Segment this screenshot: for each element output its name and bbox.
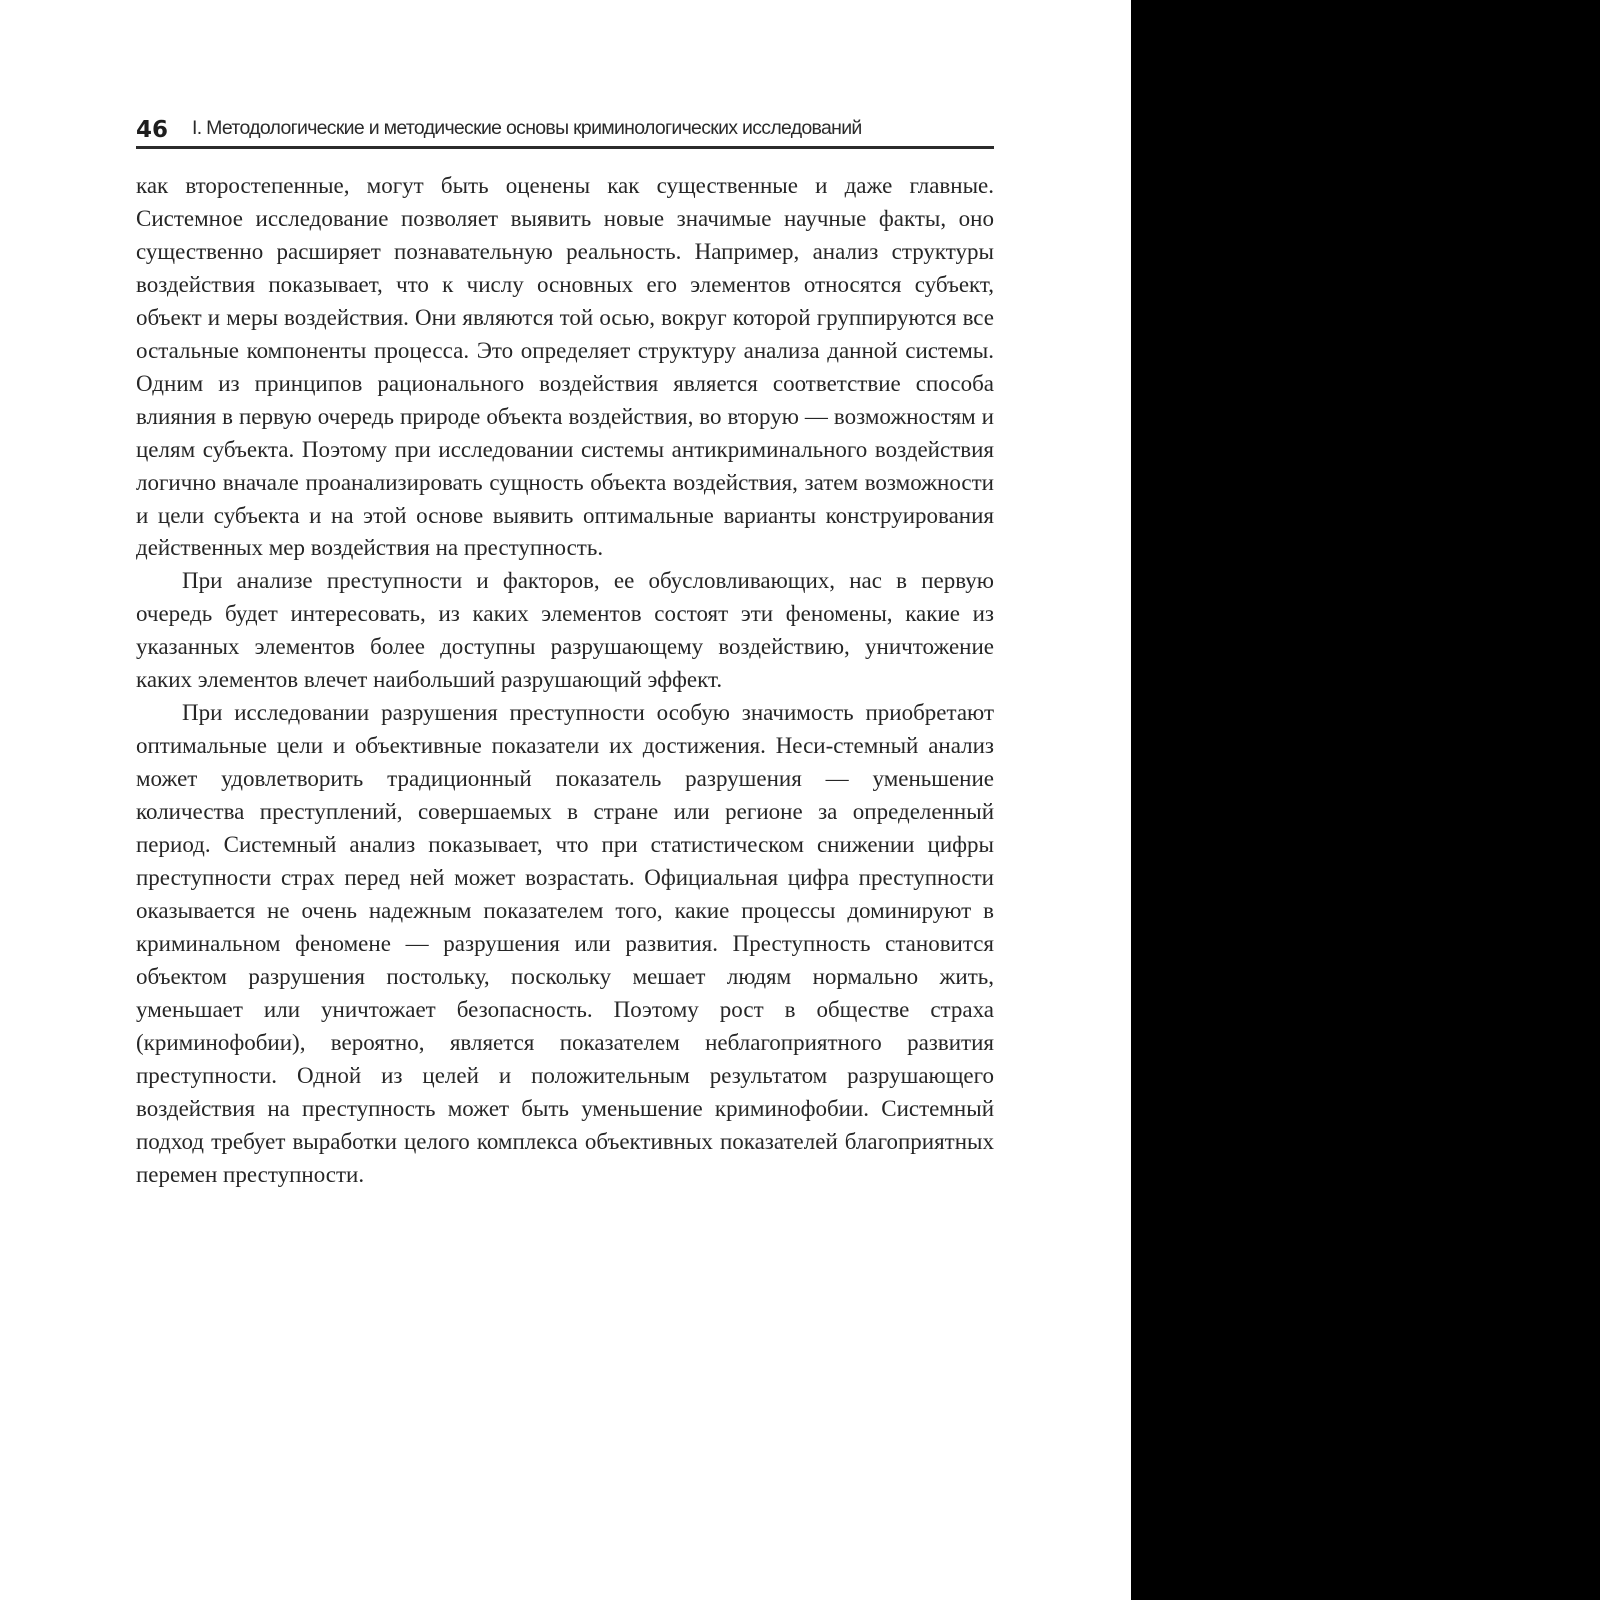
running-title: I. Методологические и методические основы криминологических исследований [192, 117, 862, 139]
paragraph: При исследовании разрушения преступности особую значимость приобретают оптимальные цели и объективные показатели их достижения. Неси-стемный анализ может удовлетворить традиционный показатель разрушения — уменьшение количества преступлений, совершаемых в стране или регионе за определенный период. Системный анализ показывает, что при статистическом снижении цифры преступности страх перед ней может возрастать. Официальная цифра преступности оказывается не очень надежным показателем того, какие процессы доминируют в криминальном феномене — разрушения или развития. Преступность становится объектом разрушения постольку, поскольку мешает людям нормально жить, уменьшает или уничтожает безопасность. Поэтому рост в обществе страха (криминофобии), вероятно, является показателем неблагоприятного развития преступности. Одной из целей и положительным результатом разрушающего воздействия на преступность может быть уменьшение криминофобии. Системный подход требует выработки целого комплекса объективных показателей благоприятных перемен преступности. [136, 700, 994, 1187]
page-number: 46 [136, 117, 169, 143]
running-head [136, 108, 994, 149]
body-text [136, 170, 994, 1192]
scan-black-margin [1131, 0, 1600, 1600]
paragraph: как второстепенные, могут быть оценены как существенные и даже главные. Системное исследование позволяет выявить новые значимые научные факты, оно существенно расширяет познавательную реальность. Например, анализ структуры воздействия показывает, что к числу основных его элементов относятся субъект, объект и меры воздействия. Они являются той осью, вокруг которой группируются все остальные компоненты процесса. Это определяет структуру анализа данной системы. Одним из принципов рационального воздействия является соответствие способа влияния в первую очередь природе объекта воздействия, во вторую — возможностям и целям субъекта. Поэтому при исследовании системы антикриминального воздействия логично вначале проанализировать сущность объекта воздействия, затем возможности и цели субъекта и на этой основе выявить оптимальные варианты конструирования действенных мер воздействия на преступность. [136, 173, 994, 561]
paragraph: При анализе преступности и факторов, ее обусловливающих, нас в первую очередь будет интересовать, из каких элементов состоят эти феномены, какие из указанных элементов более доступны разрушающему воздействию, уничтожение каких элементов влечет наибольший разрушающий эффект. [136, 568, 994, 693]
